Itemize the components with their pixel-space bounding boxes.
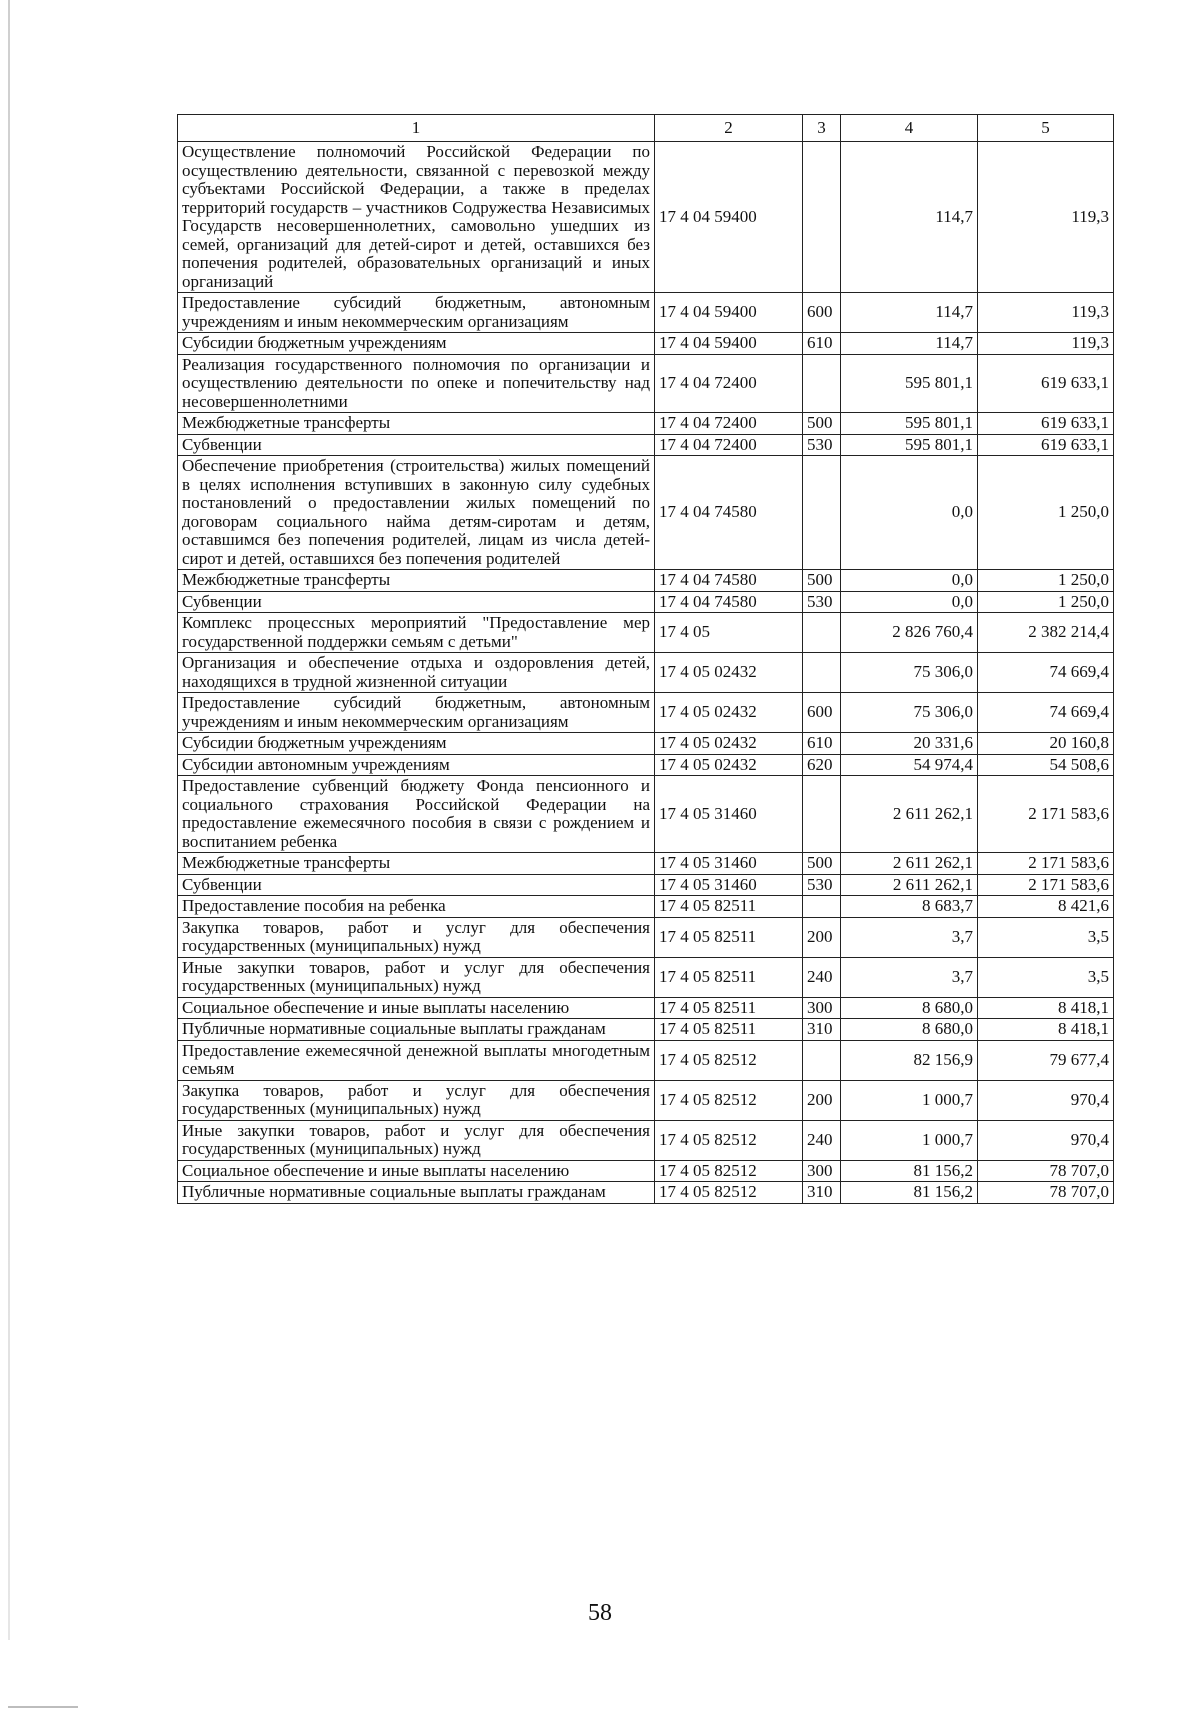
row-value-col4-cell: 3,7 — [841, 957, 978, 997]
row-value-col4-cell: 2 826 760,4 — [841, 613, 978, 653]
row-code-cell: 17 4 05 31460 — [655, 853, 803, 875]
row-expense-type-cell: 530 — [803, 434, 841, 456]
row-value-col5-cell: 3,5 — [978, 917, 1114, 957]
row-name-cell: Предоставление субвенций бюджету Фонда пенсионного и социального страхования Российской Федерации на предоставление ежемесячного пособия в связи с рождением и воспитанием ребенка — [178, 776, 655, 853]
row-expense-type-cell: 300 — [803, 997, 841, 1019]
row-value-col4-cell: 8 683,7 — [841, 896, 978, 918]
row-name-cell: Субвенции — [178, 591, 655, 613]
row-value-col4-cell: 20 331,6 — [841, 733, 978, 755]
row-value-col4-cell: 54 974,4 — [841, 754, 978, 776]
row-value-col4-cell: 8 680,0 — [841, 1019, 978, 1041]
row-value-col4-cell: 81 156,2 — [841, 1160, 978, 1182]
row-expense-type-cell: 600 — [803, 293, 841, 333]
row-value-col4-cell: 1 000,7 — [841, 1120, 978, 1160]
row-value-col5-cell: 8 421,6 — [978, 896, 1114, 918]
row-code-cell: 17 4 05 31460 — [655, 874, 803, 896]
row-value-col4-cell: 595 801,1 — [841, 434, 978, 456]
row-value-col4-cell: 0,0 — [841, 570, 978, 592]
table-row — [178, 1160, 1114, 1182]
row-name-cell: Закупка товаров, работ и услуг для обеспечения государственных (муниципальных) нужд — [178, 1080, 655, 1120]
row-code-cell: 17 4 05 02432 — [655, 754, 803, 776]
row-name-cell: Иные закупки товаров, работ и услуг для обеспечения государственных (муниципальных) нужд — [178, 1120, 655, 1160]
row-expense-type-cell: 240 — [803, 957, 841, 997]
row-name-cell: Обеспечение приобретения (строительства) жилых помещений в целях исполнения вступивших в законную силу судебных постановлений о предоставлении жилых помещений по договорам социального найма детям-сиротам и детям, оставшимся без попечения родителей, лицам из числа детей-сирот и детей, оставшихся без попечения родителей — [178, 456, 655, 570]
row-code-cell: 17 4 05 02432 — [655, 733, 803, 755]
table-row — [178, 1019, 1114, 1041]
table-row — [178, 293, 1114, 333]
row-name-cell: Межбюджетные трансферты — [178, 570, 655, 592]
row-expense-type-cell: 310 — [803, 1182, 841, 1204]
row-name-cell: Реализация государственного полномочия по организации и осуществлению деятельности по опеке и попечительству над несовершеннолетними — [178, 354, 655, 413]
row-value-col4-cell: 114,7 — [841, 333, 978, 355]
row-code-cell: 17 4 04 72400 — [655, 413, 803, 435]
table-row — [178, 957, 1114, 997]
row-name-cell: Осуществление полномочий Российской Федерации по осуществлению деятельности, связанной с перевозкой между субъектами Российской Федерации, а также в пределах территорий государств – участников Содружества Независимых Государств несовершеннолетних, самовольно ушедших из семей, организаций для детей-сирот и детей, оставшихся без попечения родителей, образовательных организаций и иных организаций — [178, 142, 655, 293]
row-value-col5-cell: 8 418,1 — [978, 1019, 1114, 1041]
budget-table — [177, 114, 1114, 1204]
row-name-cell: Предоставление субсидий бюджетным, автономным учреждениям и иным некоммерческим организациям — [178, 293, 655, 333]
table-row — [178, 591, 1114, 613]
table-row — [178, 613, 1114, 653]
row-code-cell: 17 4 04 74580 — [655, 456, 803, 570]
row-code-cell: 17 4 05 02432 — [655, 693, 803, 733]
row-name-cell: Закупка товаров, работ и услуг для обеспечения государственных (муниципальных) нужд — [178, 917, 655, 957]
row-code-cell: 17 4 05 82512 — [655, 1040, 803, 1080]
table-row — [178, 733, 1114, 755]
table-row — [178, 456, 1114, 570]
row-value-col5-cell: 2 171 583,6 — [978, 776, 1114, 853]
row-value-col5-cell: 8 418,1 — [978, 997, 1114, 1019]
row-expense-type-cell: 240 — [803, 1120, 841, 1160]
row-name-cell: Комплекс процессных мероприятий "Предоставление мер государственной поддержки семьям с детьми" — [178, 613, 655, 653]
row-code-cell: 17 4 05 82512 — [655, 1120, 803, 1160]
row-expense-type-cell — [803, 354, 841, 413]
table-row — [178, 874, 1114, 896]
row-value-col4-cell: 114,7 — [841, 293, 978, 333]
table-row — [178, 653, 1114, 693]
row-name-cell: Публичные нормативные социальные выплаты гражданам — [178, 1182, 655, 1204]
row-expense-type-cell — [803, 613, 841, 653]
row-name-cell: Предоставление субсидий бюджетным, автономным учреждениям и иным некоммерческим организациям — [178, 693, 655, 733]
header-col-4: 4 — [841, 115, 978, 142]
row-name-cell: Субвенции — [178, 874, 655, 896]
table-row — [178, 997, 1114, 1019]
row-expense-type-cell: 620 — [803, 754, 841, 776]
row-expense-type-cell: 530 — [803, 591, 841, 613]
row-value-col5-cell: 78 707,0 — [978, 1182, 1114, 1204]
row-expense-type-cell: 200 — [803, 1080, 841, 1120]
row-name-cell: Иные закупки товаров, работ и услуг для обеспечения государственных (муниципальных) нужд — [178, 957, 655, 997]
row-code-cell: 17 4 05 — [655, 613, 803, 653]
row-value-col5-cell: 119,3 — [978, 333, 1114, 355]
page-number: 58 — [588, 1600, 612, 1626]
row-expense-type-cell: 500 — [803, 853, 841, 875]
row-value-col5-cell: 1 250,0 — [978, 456, 1114, 570]
row-expense-type-cell — [803, 896, 841, 918]
row-code-cell: 17 4 05 82512 — [655, 1160, 803, 1182]
row-expense-type-cell: 200 — [803, 917, 841, 957]
row-code-cell: 17 4 04 72400 — [655, 434, 803, 456]
row-code-cell: 17 4 04 74580 — [655, 591, 803, 613]
row-code-cell: 17 4 05 82511 — [655, 957, 803, 997]
row-code-cell: 17 4 04 59400 — [655, 293, 803, 333]
row-expense-type-cell: 500 — [803, 570, 841, 592]
row-code-cell: 17 4 04 59400 — [655, 142, 803, 293]
row-value-col5-cell: 119,3 — [978, 293, 1114, 333]
row-value-col4-cell: 75 306,0 — [841, 653, 978, 693]
row-name-cell: Субсидии автономным учреждениям — [178, 754, 655, 776]
table-row — [178, 1080, 1114, 1120]
row-name-cell: Межбюджетные трансферты — [178, 853, 655, 875]
row-code-cell: 17 4 05 82511 — [655, 1019, 803, 1041]
table-row — [178, 1120, 1114, 1160]
table-row — [178, 853, 1114, 875]
row-value-col4-cell: 82 156,9 — [841, 1040, 978, 1080]
row-code-cell: 17 4 05 82512 — [655, 1080, 803, 1120]
table-row — [178, 896, 1114, 918]
row-expense-type-cell — [803, 1040, 841, 1080]
row-value-col5-cell: 54 508,6 — [978, 754, 1114, 776]
row-value-col4-cell: 595 801,1 — [841, 413, 978, 435]
row-expense-type-cell: 610 — [803, 333, 841, 355]
row-name-cell: Организация и обеспечение отдыха и оздоровления детей, находящихся в трудной жизненной ситуации — [178, 653, 655, 693]
row-value-col5-cell: 970,4 — [978, 1120, 1114, 1160]
table-row — [178, 333, 1114, 355]
row-name-cell: Предоставление пособия на ребенка — [178, 896, 655, 918]
row-code-cell: 17 4 05 82511 — [655, 997, 803, 1019]
row-value-col4-cell: 3,7 — [841, 917, 978, 957]
row-expense-type-cell: 530 — [803, 874, 841, 896]
table-row — [178, 570, 1114, 592]
row-value-col5-cell: 20 160,8 — [978, 733, 1114, 755]
row-name-cell: Межбюджетные трансферты — [178, 413, 655, 435]
row-value-col4-cell: 1 000,7 — [841, 1080, 978, 1120]
row-expense-type-cell: 500 — [803, 413, 841, 435]
row-name-cell: Субсидии бюджетным учреждениям — [178, 333, 655, 355]
scan-edge — [8, 0, 10, 1640]
row-value-col4-cell: 114,7 — [841, 142, 978, 293]
table-row — [178, 413, 1114, 435]
row-code-cell: 17 4 04 59400 — [655, 333, 803, 355]
table-row — [178, 1182, 1114, 1204]
row-name-cell: Субсидии бюджетным учреждениям — [178, 733, 655, 755]
row-expense-type-cell — [803, 142, 841, 293]
row-value-col5-cell: 619 633,1 — [978, 413, 1114, 435]
row-name-cell: Субвенции — [178, 434, 655, 456]
table-row — [178, 754, 1114, 776]
row-value-col5-cell: 970,4 — [978, 1080, 1114, 1120]
table-body — [178, 142, 1114, 1204]
row-value-col4-cell: 2 611 262,1 — [841, 853, 978, 875]
row-expense-type-cell: 310 — [803, 1019, 841, 1041]
row-value-col5-cell: 1 250,0 — [978, 570, 1114, 592]
row-name-cell: Публичные нормативные социальные выплаты гражданам — [178, 1019, 655, 1041]
row-expense-type-cell — [803, 456, 841, 570]
row-value-col4-cell: 0,0 — [841, 456, 978, 570]
row-value-col4-cell: 81 156,2 — [841, 1182, 978, 1204]
table-row — [178, 142, 1114, 293]
row-expense-type-cell: 300 — [803, 1160, 841, 1182]
row-value-col5-cell: 74 669,4 — [978, 693, 1114, 733]
row-value-col5-cell: 119,3 — [978, 142, 1114, 293]
row-code-cell: 17 4 05 31460 — [655, 776, 803, 853]
table-row — [178, 1040, 1114, 1080]
row-value-col4-cell: 0,0 — [841, 591, 978, 613]
row-code-cell: 17 4 04 72400 — [655, 354, 803, 413]
row-value-col5-cell: 74 669,4 — [978, 653, 1114, 693]
row-value-col4-cell: 595 801,1 — [841, 354, 978, 413]
table-row — [178, 693, 1114, 733]
row-name-cell: Социальное обеспечение и иные выплаты населению — [178, 1160, 655, 1182]
row-value-col5-cell: 3,5 — [978, 957, 1114, 997]
row-name-cell: Предоставление ежемесячной денежной выплаты многодетным семьям — [178, 1040, 655, 1080]
row-value-col5-cell: 78 707,0 — [978, 1160, 1114, 1182]
row-value-col5-cell: 2 171 583,6 — [978, 874, 1114, 896]
header-col-2: 2 — [655, 115, 803, 142]
row-value-col4-cell: 8 680,0 — [841, 997, 978, 1019]
row-code-cell: 17 4 05 82511 — [655, 896, 803, 918]
row-value-col4-cell: 75 306,0 — [841, 693, 978, 733]
row-expense-type-cell: 600 — [803, 693, 841, 733]
table-row — [178, 434, 1114, 456]
header-col-5: 5 — [978, 115, 1114, 142]
table-row — [178, 776, 1114, 853]
table-row — [178, 354, 1114, 413]
row-code-cell: 17 4 05 82511 — [655, 917, 803, 957]
scan-foot — [8, 1706, 78, 1708]
row-code-cell: 17 4 05 02432 — [655, 653, 803, 693]
header-col-1: 1 — [178, 115, 655, 142]
row-value-col5-cell: 79 677,4 — [978, 1040, 1114, 1080]
row-value-col4-cell: 2 611 262,1 — [841, 874, 978, 896]
header-row — [178, 115, 1114, 142]
row-value-col5-cell: 2 382 214,4 — [978, 613, 1114, 653]
row-name-cell: Социальное обеспечение и иные выплаты населению — [178, 997, 655, 1019]
table-row — [178, 917, 1114, 957]
row-expense-type-cell — [803, 653, 841, 693]
row-expense-type-cell: 610 — [803, 733, 841, 755]
row-value-col5-cell: 1 250,0 — [978, 591, 1114, 613]
row-value-col5-cell: 619 633,1 — [978, 354, 1114, 413]
row-value-col5-cell: 619 633,1 — [978, 434, 1114, 456]
row-expense-type-cell — [803, 776, 841, 853]
row-code-cell: 17 4 05 82512 — [655, 1182, 803, 1204]
row-value-col4-cell: 2 611 262,1 — [841, 776, 978, 853]
header-col-3: 3 — [803, 115, 841, 142]
row-code-cell: 17 4 04 74580 — [655, 570, 803, 592]
row-value-col5-cell: 2 171 583,6 — [978, 853, 1114, 875]
